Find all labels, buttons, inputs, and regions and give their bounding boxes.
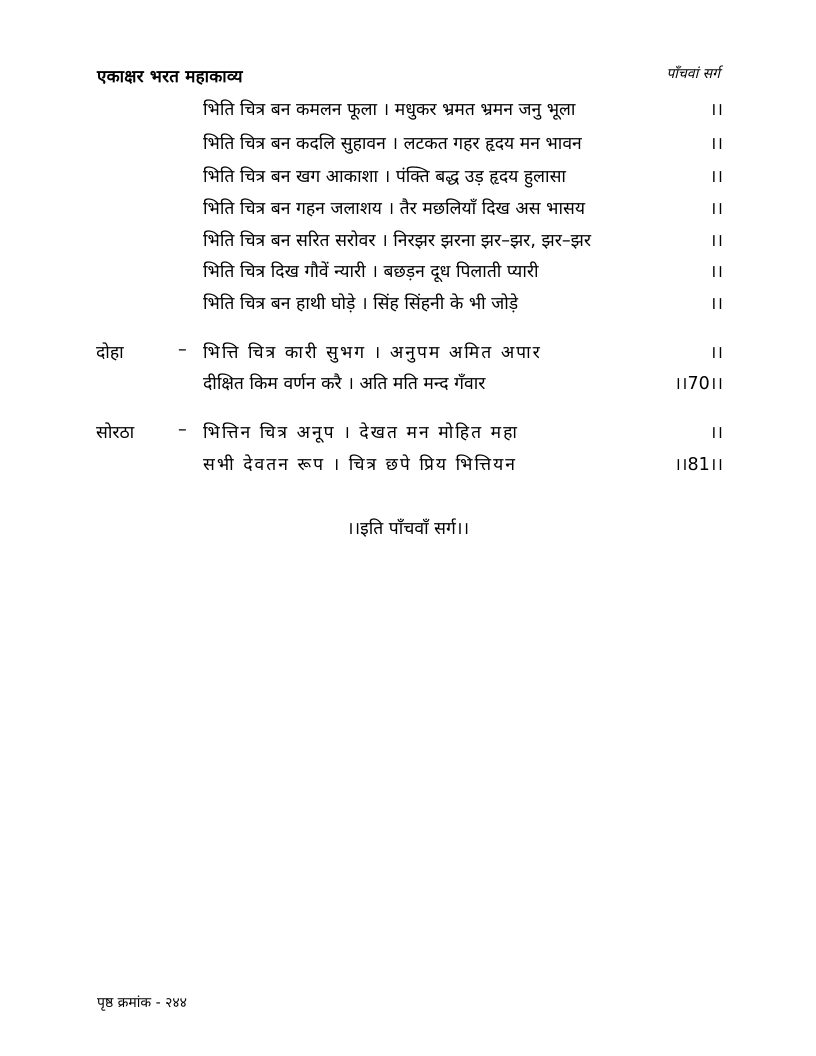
verse-line [203,131,723,155]
verse-end-mark: ।।70।। [674,374,723,394]
verse-end-mark: ।। [709,262,723,282]
sortha-label: सोरठा [96,423,135,443]
verse-end-mark: ।। [709,167,723,187]
verse-end-mark: ।। [709,231,723,251]
doha-line [203,340,723,364]
verse-end-mark: ।। [709,199,723,219]
verse-text: भित्ति चित्र कारी सुभग । अनुपम अमित अपार [203,343,542,363]
sortha-line [203,452,723,476]
chapter-title: पाँचवां सर्ग [666,66,720,82]
doha-label: दोहा [96,343,124,363]
chapter-end: ।।इति पाँचवाँ सर्ग।। [346,519,470,539]
verse-end-mark: ।। [709,294,723,314]
verse-line [203,228,723,252]
verse-text: भिति चित्र दिख गौवें न्यारी । बछड़न दूध पिलाती प्यारी [203,262,539,282]
verse-text: भिति चित्र बन सरित सरोवर । निरझर झरना झर–झर, झर–झर [203,231,591,251]
verse-text: भिति चित्र बन गहन जलाशय । तैर मछलियाँ दिख अस भासय [203,199,586,219]
sortha-line [203,420,723,444]
doha-dash: – [178,340,187,360]
verse-text: सभी देवतन रूप । चित्र छपे प्रिय भित्तियन [203,455,517,475]
verse-end-mark: ।। [709,343,723,363]
verse-text: भित्तिन चित्र अनूप । देखत मन मोहित महा [203,423,519,443]
verse-line [203,164,723,188]
verse-text: भिति चित्र बन हाथी घोड़े । सिंह सिंहनी के भी जोड़े [203,294,519,314]
verse-end-mark: ।। [709,100,723,120]
verse-line [203,291,723,315]
verse-line [203,196,723,220]
verse-text: दीक्षित किम वर्णन करै । अति मति मन्द गँवार [203,374,486,394]
doha-line [203,371,723,395]
page-number: पृष्ठ क्रमांक - २४४ [97,995,187,1011]
book-title: एकाक्षर भरत महाकाव्य [97,67,243,87]
verse-end-mark: ।। [709,423,723,443]
sortha-dash: – [178,420,187,440]
verse-end-mark: ।। [709,134,723,154]
verse-line [203,97,723,121]
verse-text: भिति चित्र बन कदलि सुहावन । लटकत गहर हृदय मन भावन [203,134,582,154]
verse-line [203,259,723,283]
verse-text: भिति चित्र बन कमलन फूला । मधुकर भ्रमत भ्रमन जनु भूला [203,100,576,120]
verse-text: भिति चित्र बन खग आकाशा । पंक्ति बद्ध उड़ हृदय हुलासा [203,167,566,187]
verse-end-mark: ।।81।। [674,455,723,475]
